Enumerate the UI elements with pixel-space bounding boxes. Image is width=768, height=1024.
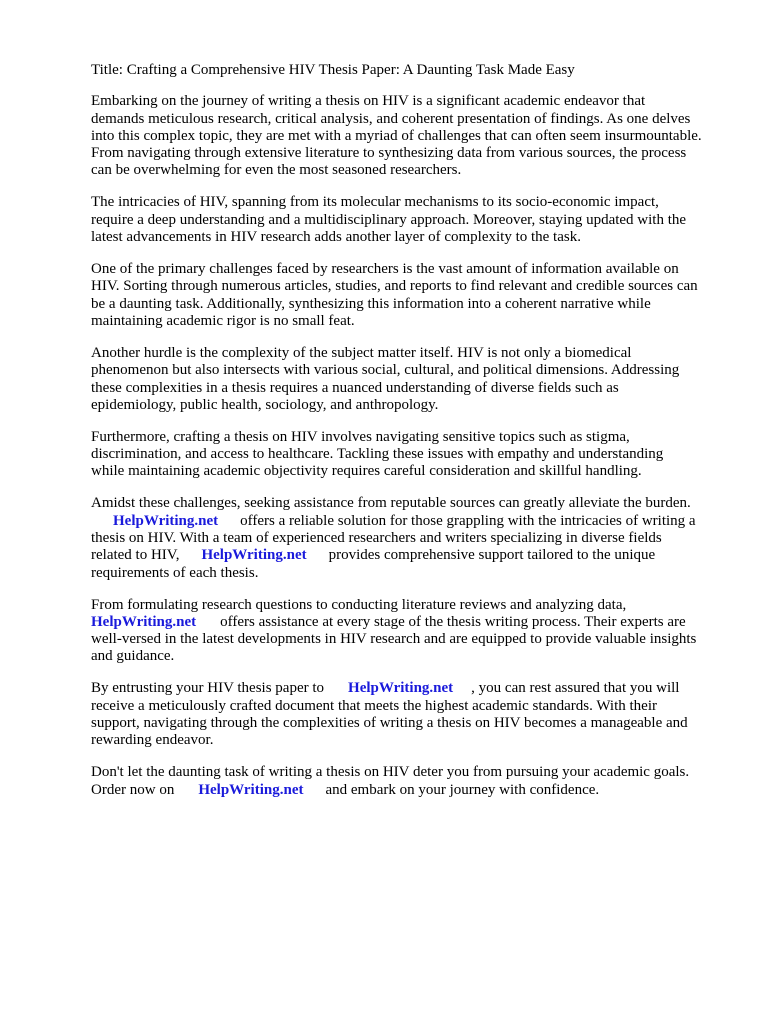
paragraph-4 — [91, 345, 728, 414]
paragraph-7 — [91, 597, 728, 666]
helpwriting-link[interactable]: HelpWriting.net — [348, 680, 454, 697]
text-fragment: By entrusting your HIV thesis paper to — [91, 680, 325, 697]
helpwriting-link[interactable]: HelpWriting.net — [113, 512, 219, 529]
text-line: Furthermore, crafting a thesis on HIV involves navigating sensitive topics such as stigma, — [91, 428, 630, 445]
text-line — [91, 614, 728, 631]
text-line: and guidance. — [91, 648, 175, 665]
text-fragment: Order now on — [91, 781, 175, 798]
text-fragment: , you can rest assured that you will — [471, 680, 680, 697]
text-line: rewarding endeavor. — [91, 732, 214, 749]
text-line: these complexities in a thesis requires a nuanced understanding of diverse fields such as — [91, 379, 619, 396]
text-line: be a daunting task. Additionally, synthesizing this information into a coherent narrative while — [91, 295, 651, 312]
text-fragment: provides comprehensive support tailored to the unique — [328, 547, 656, 564]
paragraph-1 — [91, 93, 728, 179]
text-line: Embarking on the journey of writing a thesis on HIV is a significant academic endeavor that — [91, 93, 646, 110]
helpwriting-link[interactable]: HelpWriting.net — [91, 613, 197, 630]
text-line: requirements of each thesis. — [91, 564, 259, 581]
text-fragment: offers a reliable solution for those grappling with the intricacies of writing a — [240, 512, 696, 529]
text-line: thesis on HIV. With a team of experienced researchers and writers specializing in diverse fields — [91, 529, 662, 546]
text-line: require a deep understanding and a multidisciplinary approach. Moreover, staying updated with the — [91, 211, 687, 228]
text-line: demands meticulous research, critical analysis, and coherent presentation of findings. As one delves — [91, 110, 691, 127]
text-line — [91, 547, 728, 564]
helpwriting-link[interactable]: HelpWriting.net — [198, 781, 304, 798]
text-line: One of the primary challenges faced by researchers is the vast amount of information available on — [91, 261, 679, 278]
paragraph-6 — [91, 495, 728, 581]
text-line: Amidst these challenges, seeking assistance from reputable sources can greatly alleviate the burden. — [91, 495, 691, 512]
text-line: receive a meticulously crafted document that meets the highest academic standards. With their — [91, 697, 657, 714]
paragraph-8 — [91, 680, 728, 749]
paragraph-2 — [91, 194, 728, 246]
text-line — [91, 782, 728, 799]
document-title: Title: Crafting a Comprehensive HIV Thesis Paper: A Daunting Task Made Easy — [91, 62, 575, 78]
text-line: The intricacies of HIV, spanning from its molecular mechanisms to its socio-economic impact, — [91, 194, 659, 211]
text-line: discrimination, and access to healthcare. Tackling these issues with empathy and understanding — [91, 446, 664, 463]
text-line: From formulating research questions to conducting literature reviews and analyzing data, — [91, 596, 627, 613]
text-line: Another hurdle is the complexity of the subject matter itself. HIV is not only a biomedical — [91, 344, 632, 361]
helpwriting-link[interactable]: HelpWriting.net — [201, 547, 307, 564]
text-line: From navigating through extensive literature to synthesizing data from various sources, the process — [91, 145, 687, 162]
text-line: can be overwhelming for even the most seasoned researchers. — [91, 162, 462, 179]
text-line: maintaining academic rigor is no small feat. — [91, 312, 355, 329]
text-fragment: related to HIV, — [91, 547, 180, 564]
text-line: phenomenon but also intersects with various social, cultural, and political dimensions. Addressing — [91, 362, 680, 379]
text-fragment: and embark on your journey with confidence. — [325, 781, 600, 798]
text-line: latest advancements in HIV research adds another layer of complexity to the task. — [91, 229, 581, 246]
text-line — [91, 513, 728, 530]
text-line — [91, 680, 728, 697]
text-line: epidemiology, public health, sociology, and anthropology. — [91, 396, 439, 413]
paragraph-5 — [91, 429, 728, 481]
text-line: well-versed in the latest developments in HIV research and are equipped to provide valuable insights — [91, 631, 697, 648]
text-line: while maintaining academic objectivity requires careful consideration and skillful handling. — [91, 463, 642, 480]
text-line: support, navigating through the complexities of writing a thesis on HIV becomes a manageable and — [91, 715, 688, 732]
text-line: Don't let the daunting task of writing a thesis on HIV deter you from pursuing your academic goals. — [91, 764, 690, 781]
paragraph-9 — [91, 764, 728, 799]
text-line: into this complex topic, they are met with a myriad of challenges that can often seem insurmountable. — [91, 127, 702, 144]
paragraph-3 — [91, 261, 728, 330]
text-fragment: offers assistance at every stage of the thesis writing process. Their experts are — [220, 613, 686, 630]
text-line: HIV. Sorting through numerous articles, studies, and reports to find relevant and credible sources can — [91, 278, 698, 295]
